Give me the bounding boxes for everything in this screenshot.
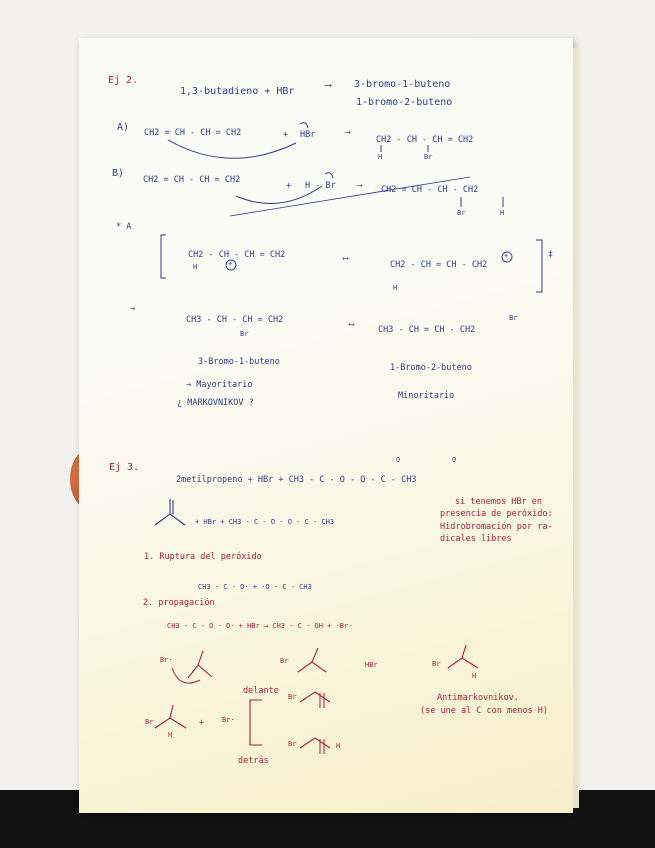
ej2-product2: 1-bromo-2-buteno [356,97,453,108]
starA-right-charge: + [504,252,509,260]
product-minoritario: Minoritario [398,391,455,401]
starA-resonance: ⟷ [343,254,349,264]
partB-sub-br: Br [457,209,466,217]
br-label-6: Br [288,693,297,701]
br-label-4: Br [145,718,154,726]
ej3-note-4: dicales libres [440,534,512,544]
partA-reactant: CH2 = CH - CH = CH2 [144,128,242,138]
br-radical-1: Br· [160,656,173,664]
partA-product: CH2 - CH - CH = CH2 [376,135,474,145]
starA-left-charge: + [228,260,233,268]
partA-reagent: HBr [300,130,316,140]
partA-arrow: ⟶ [345,128,351,138]
partB-product: CH2 = CH - CH - CH2 [381,185,479,195]
products-left-br: Br [240,330,249,338]
partA-label: A) [117,122,130,133]
partB-plus: + [286,181,292,191]
h-label-2: H [168,731,173,739]
ej3-label: Ej 3. [109,462,140,473]
starA-right: CH2 - CH = CH - CH2 [390,260,488,270]
product-name-1: 3-Bromo-1-buteno [198,357,280,367]
antimarkovnikov-note: (se une al C con menos H) [420,706,548,716]
ej3-o1: O [396,456,401,464]
partA-sub-h: H [378,153,383,161]
ej3-step1-eq: CH3 - C - O· + ·O - C - CH3 [198,583,312,591]
starA-left: CH2 - CH - CH = CH2 [188,250,286,260]
br-label-2: Br [280,657,289,665]
ej3-note-1: si tenemos HBr en [455,497,542,507]
products-right: CH3 - CH = CH - CH2 [378,325,476,335]
products-arrow: → [130,304,136,314]
hbr-label: HBr [365,661,378,669]
plus-sign: + [199,718,205,728]
ej3-note-3: Hidrobromación por ra- [440,522,553,532]
products-right-br: Br [509,314,518,322]
partA-sub-br: Br [424,153,433,161]
ej2-label: Ej 2. [108,75,139,86]
product-name-2: 1-Bromo-2-buteno [390,363,472,373]
ej3-skeletal-eq: + HBr + CH3 - C - O - O - C - CH3 [195,518,335,526]
br-radical-5: Br· [222,716,235,724]
starA-dagger: ‡ [548,250,554,260]
products-left: CH3 - CH - CH = CH2 [186,315,284,325]
ej3-reactants: 2metilpropeno + HBr + CH3 - C - O - O - C - CH3 [176,475,417,485]
starA-left-h: H [193,263,198,271]
ej2-reactants: 1,3-butadieno + HBr [180,86,295,97]
antimarkovnikov: Antimarkovnikov. [437,693,519,703]
h-label-1: H [472,672,477,680]
products-resonance: ⟷ [349,320,355,330]
starA-right-h: H [393,284,398,292]
ej2-arrow: ⟶ [325,80,332,91]
ej2-product1: 3-bromo-1-buteno [354,79,451,90]
partB-label: B) [112,168,125,179]
partB-sub-h: H [500,209,505,217]
ej3-step2-eq: CH3 - C - O - O· + HBr ⟶ CH3 - C - OH + ·Br· [167,622,353,630]
ej3-step1: 1. Ruptura del peróxido [144,552,262,562]
detras-label: detrás [238,756,269,766]
starA-label: * A [116,222,132,232]
br-label-3: Br [432,660,441,668]
partA-plus: + [283,130,289,140]
partB-reactant: CH2 = CH - CH = CH2 [143,175,241,185]
h-label-3: H [336,742,341,750]
ej3-step2: 2. propagación [143,598,215,608]
ej3-note-2: presencia de peróxido: [440,509,553,519]
br-label-7: Br [288,740,297,748]
partB-arrow: ⟶ [357,181,363,191]
ej3-o2: O [452,456,457,464]
markovnikov-question: ¿ MARKOVNIKOV ? [177,398,254,408]
partB-reagent: H - Br [305,181,336,191]
delante-label: delante [243,686,279,696]
product-mayoritario: → Mayoritario [186,380,253,390]
